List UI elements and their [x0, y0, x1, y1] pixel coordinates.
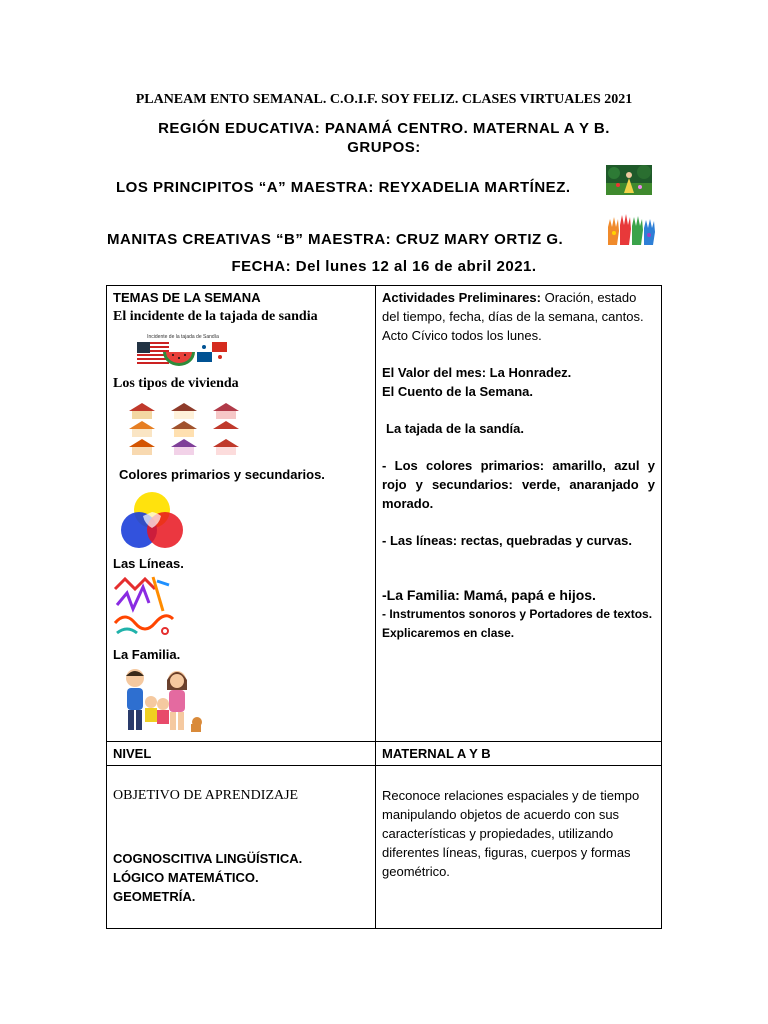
level-value: MATERNAL A Y B [376, 742, 662, 766]
preliminary-activities [382, 288, 655, 326]
topics-cell [107, 286, 376, 742]
week-story: El Cuento de la Semana. [382, 384, 533, 399]
house-icon [129, 403, 239, 455]
explain-note: Explicaremos en clase. [382, 626, 515, 640]
activities-cell [376, 286, 662, 742]
topics-title: TEMAS DE LA SEMANA [113, 290, 261, 305]
watermelon-flags-image [137, 332, 229, 366]
preliminary-text: Oración, estado del tiempo, fecha, días de la semana, cantos. [382, 290, 644, 324]
instruments-activity: - Instrumentos sonoros y Portadores de textos. [382, 607, 653, 621]
houses-image [127, 401, 257, 455]
lines-activity: - Las líneas: rectas, quebradas y curvas. [382, 533, 633, 548]
colors-activity: - Los colores primarios: amarillo, azul y rojo y secundarios: verde, anaranjado y morado. [382, 458, 655, 511]
groups-label: GRUPOS: [347, 139, 421, 156]
objective-text: Reconoce relaciones espaciales y de tiempo manipulando objetos de acuerdo con sus características y propiedades, utilizando diferentes líneas, figuras, cuerpos y formas geométrico. [382, 788, 640, 879]
table-row [107, 286, 662, 742]
topic-watermelon: El incidente de la tajada de sandia [113, 309, 318, 324]
month-value: El Valor del mes: La Honradez. [382, 365, 572, 380]
topic-housing: Los tipos de vivienda [113, 376, 239, 391]
planning-table [106, 285, 662, 929]
civic-act: Acto Cívico todos los lunes. [382, 328, 542, 343]
lines-image [113, 575, 177, 637]
topic-colors: Colores primarios y secundarios. [119, 467, 325, 482]
color-circles-image [117, 490, 187, 552]
watermelon-caption: Incidente de la tajada de Sandía [147, 334, 219, 340]
objective-text-cell [376, 766, 662, 929]
level-label: NIVEL [107, 742, 376, 766]
group-b-line: MANITAS CREATIVAS “B” MAESTRA: CRUZ MARY ORTIZ G. [107, 231, 564, 248]
area-item: LÓGICO MATEMÁTICO. [113, 870, 259, 885]
table-row [107, 766, 662, 929]
area-item: COGNOSCITIVA LINGÜÍSTICA. [113, 851, 303, 866]
area-item: GEOMETRÍA. [113, 889, 196, 904]
family-activity: -La Familia: Mamá, papá e hijos. [382, 587, 596, 603]
painted-hands-image [604, 211, 660, 247]
date-line: FECHA: Del lunes 12 al 16 de abril 2021. [231, 258, 537, 275]
preliminary-label: Actividades Preliminares: [382, 290, 541, 305]
topic-lines: Las Líneas. [113, 556, 184, 571]
objective-label-cell [107, 766, 376, 929]
topic-family: La Familia. [113, 647, 181, 662]
group-a-line: LOS PRINCIPITOS “A” MAESTRA: REYXADELIA MARTÍNEZ. [116, 179, 571, 196]
objective-label: OBJETIVO DE APRENDIZAJE [113, 788, 299, 803]
region-line: REGIÓN EDUCATIVA: PANAMÁ CENTRO. MATERNAL A Y B. [158, 120, 610, 137]
story-title: La tajada de la sandía. [386, 421, 524, 436]
document-title: PLANEAM ENTO SEMANAL. C.O.I.F. SOY FELIZ. CLASES VIRTUALES 2021 [135, 92, 633, 107]
family-image [115, 666, 205, 734]
princess-image [606, 165, 652, 195]
table-row [107, 742, 662, 766]
